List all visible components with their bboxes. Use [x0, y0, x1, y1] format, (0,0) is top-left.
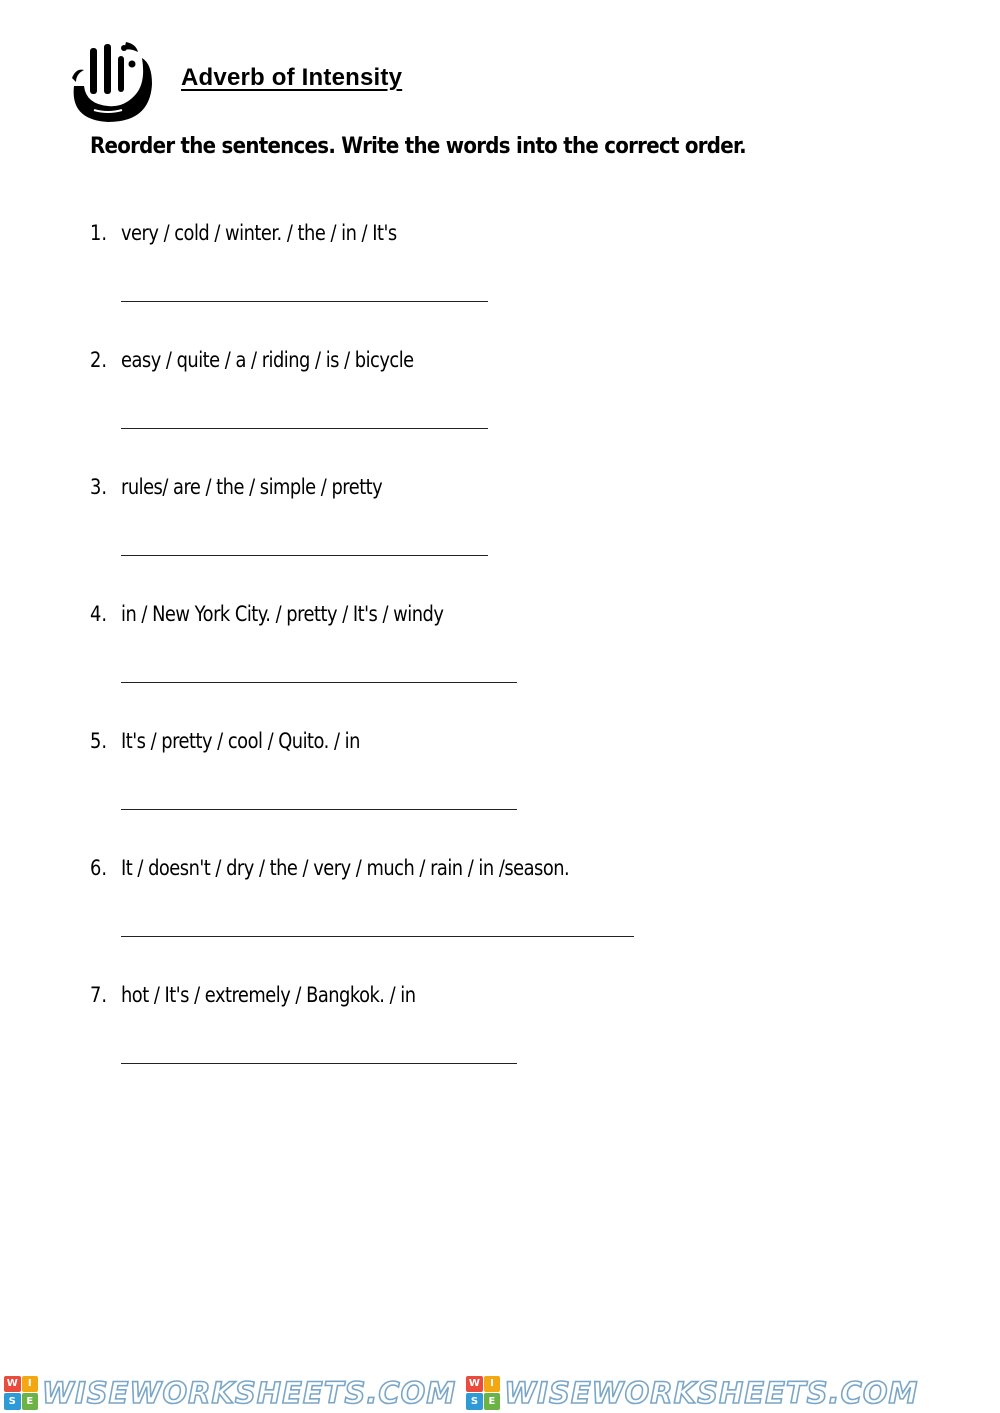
answer-line[interactable] [121, 1063, 517, 1064]
scrambled-sentence: in / New York City. / pretty / It's / windy [121, 602, 444, 626]
item-number: 6. [90, 856, 108, 880]
brand-icon-letter: W [4, 1376, 21, 1393]
brand-text: WISEWORKSHEETS.COM [504, 1375, 919, 1410]
item-number: 1. [90, 221, 108, 245]
scrambled-sentence: easy / quite / a / riding / is / bicycle [121, 348, 414, 372]
scrambled-sentence: rules/ are / the / simple / pretty [121, 475, 383, 499]
brand-icon-letter: I [484, 1376, 501, 1393]
brand-icon-letter: E [22, 1393, 39, 1410]
exercise-item-6 [90, 856, 790, 966]
brand-logo [466, 1376, 918, 1410]
answer-line[interactable] [121, 809, 517, 810]
exercise-item-4 [90, 602, 790, 712]
brand-icon-letter: E [484, 1393, 501, 1410]
brand-grid-icon [4, 1376, 38, 1410]
footer-watermark [0, 1372, 1000, 1413]
scrambled-sentence: very / cold / winter. / the / in / It's [121, 221, 397, 245]
brand-icon-letter: S [466, 1393, 483, 1410]
exercise-item-1 [90, 221, 790, 331]
answer-line[interactable] [121, 555, 488, 556]
answer-line[interactable] [121, 428, 488, 429]
brand-logo [4, 1376, 456, 1410]
brand-icon-letter: S [4, 1393, 21, 1410]
exercise-item-3 [90, 475, 790, 585]
item-number: 5. [90, 729, 108, 753]
item-number: 7. [90, 983, 108, 1007]
item-number: 3. [90, 475, 108, 499]
exercise-item-2 [90, 348, 790, 458]
answer-line[interactable] [121, 301, 488, 302]
brand-icon-letter: W [466, 1376, 483, 1393]
brand-icon-letter: I [22, 1376, 39, 1393]
scrambled-sentence: hot / It's / extremely / Bangkok. / in [121, 983, 416, 1007]
item-number: 4. [90, 602, 108, 626]
scrambled-sentence: It / doesn't / dry / the / very / much / rain / in /season. [121, 856, 570, 880]
instruction-text: Reorder the sentences. Write the words into the correct order. [90, 134, 747, 159]
answer-line[interactable] [121, 682, 517, 683]
item-number: 2. [90, 348, 108, 372]
brand-grid-icon [466, 1376, 500, 1410]
brand-text: WISEWORKSHEETS.COM [42, 1375, 457, 1410]
exercise-item-5 [90, 729, 790, 839]
scrambled-sentence: It's / pretty / cool / Quito. / in [121, 729, 360, 753]
exercise-item-7 [90, 983, 790, 1093]
calligraphy-logo-icon [64, 38, 156, 124]
answer-line[interactable] [121, 936, 634, 937]
worksheet-title: Adverb of Intensity [181, 64, 403, 91]
